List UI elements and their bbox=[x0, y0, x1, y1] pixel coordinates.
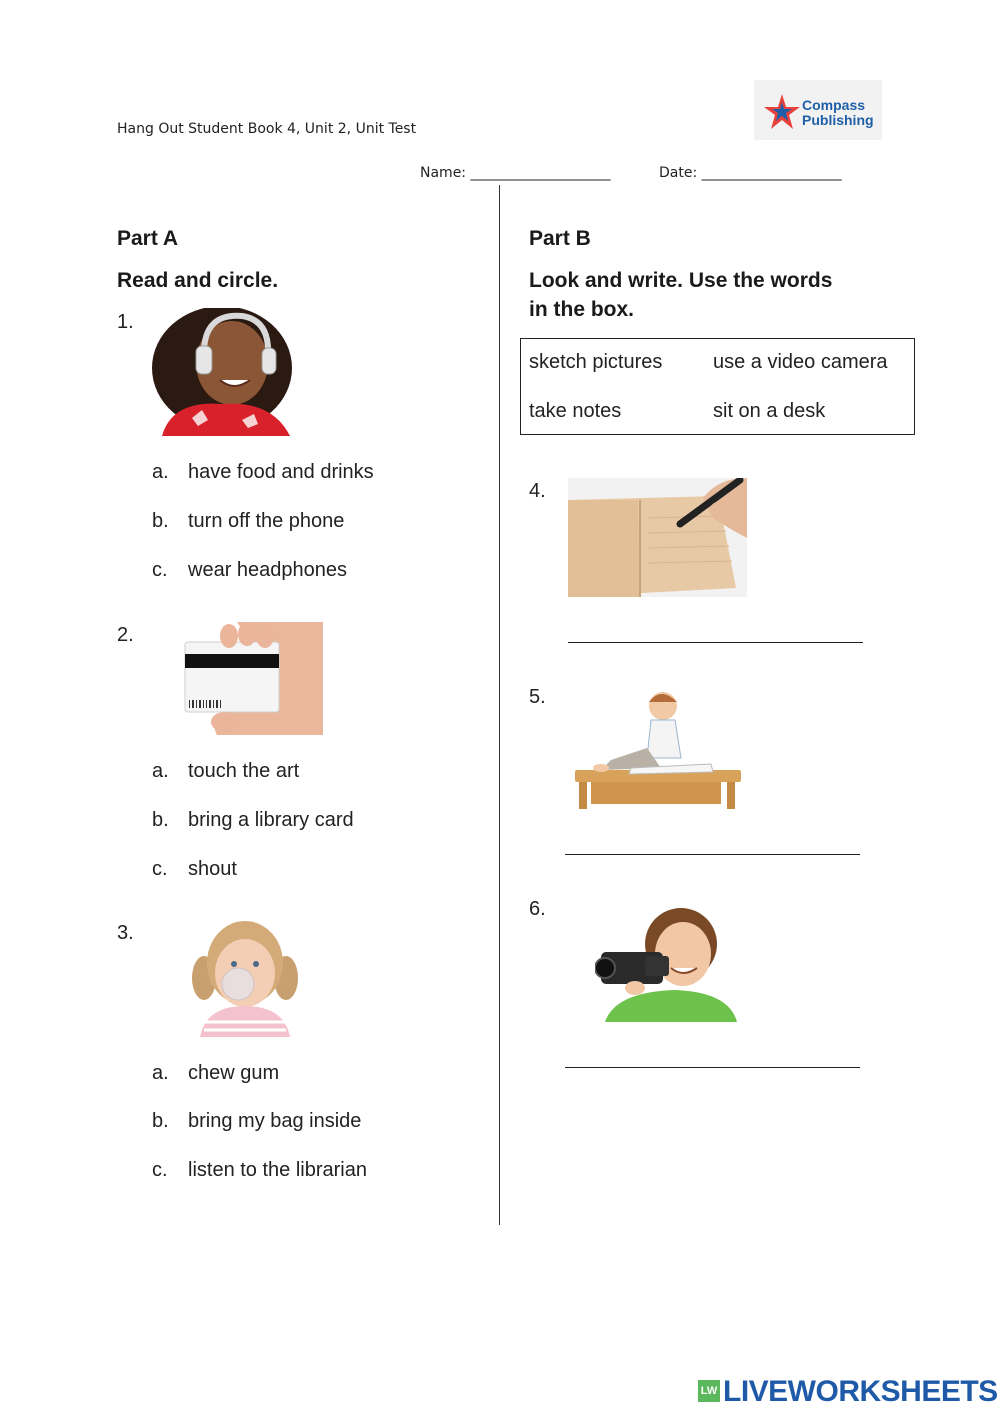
question-number: 3. bbox=[117, 922, 134, 944]
boy-sitting-on-desk-image bbox=[571, 688, 743, 809]
star-logo-icon bbox=[762, 92, 802, 132]
word-box-item: take notes bbox=[529, 400, 622, 422]
answer-line-5[interactable] bbox=[565, 854, 860, 855]
publisher-logo bbox=[754, 80, 882, 140]
liveworksheets-badge-icon: LW bbox=[698, 1380, 720, 1402]
answer-option[interactable]: wear headphones bbox=[188, 559, 348, 581]
boy-with-video-camera-image bbox=[595, 896, 737, 1022]
hand-writing-in-notebook-image bbox=[568, 478, 747, 597]
answer-option[interactable]: touch the art bbox=[188, 760, 300, 782]
option-letter: b. bbox=[152, 809, 169, 831]
worksheet-title: Hang Out Student Book 4, Unit 2, Unit Test bbox=[117, 121, 417, 137]
option-letter: b. bbox=[152, 1110, 169, 1132]
answer-option[interactable]: turn off the phone bbox=[188, 510, 345, 532]
question-number: 2. bbox=[117, 624, 134, 646]
option-letter: a. bbox=[152, 1062, 169, 1084]
word-box-item: sit on a desk bbox=[713, 400, 826, 422]
word-box-item: use a video camera bbox=[713, 351, 888, 373]
question-number: 6. bbox=[529, 898, 546, 920]
answer-option[interactable]: listen to the librarian bbox=[188, 1159, 367, 1181]
option-letter: b. bbox=[152, 510, 169, 532]
option-letter: a. bbox=[152, 760, 169, 782]
girl-with-headphones-image bbox=[152, 308, 298, 436]
answer-option[interactable]: have food and drinks bbox=[188, 461, 374, 483]
part-b-instruction-line1: Look and write. Use the words bbox=[529, 269, 833, 292]
date-field[interactable]: Date: ____________________ bbox=[659, 165, 842, 181]
option-letter: c. bbox=[152, 559, 168, 581]
answer-option[interactable]: chew gum bbox=[188, 1062, 280, 1084]
column-divider bbox=[499, 185, 500, 1225]
question-number: 4. bbox=[529, 480, 546, 502]
liveworksheets-brand: LIVEWORKSHEETS bbox=[723, 1375, 998, 1408]
answer-option[interactable]: shout bbox=[188, 858, 237, 880]
option-letter: c. bbox=[152, 1159, 168, 1181]
part-a-title: Part A bbox=[117, 227, 179, 250]
answer-line-6[interactable] bbox=[565, 1067, 860, 1068]
part-a-instruction: Read and circle. bbox=[117, 269, 279, 292]
logo-text-compass: Compass bbox=[802, 97, 866, 113]
question-number: 1. bbox=[117, 311, 134, 333]
part-b-instruction-line2: in the box. bbox=[529, 298, 634, 321]
name-field[interactable]: Name: ____________________ bbox=[420, 165, 611, 181]
girl-blowing-gum-image bbox=[192, 918, 298, 1037]
logo-text-publishing: Publishing bbox=[802, 112, 874, 128]
part-b-title: Part B bbox=[529, 227, 591, 250]
question-number: 5. bbox=[529, 686, 546, 708]
answer-option[interactable]: bring my bag inside bbox=[188, 1110, 362, 1132]
option-letter: a. bbox=[152, 461, 169, 483]
option-letter: c. bbox=[152, 858, 168, 880]
answer-option[interactable]: bring a library card bbox=[188, 809, 354, 831]
answer-line-4[interactable] bbox=[568, 642, 863, 643]
hand-holding-card-image bbox=[177, 622, 323, 735]
word-box-item: sketch pictures bbox=[529, 351, 663, 373]
